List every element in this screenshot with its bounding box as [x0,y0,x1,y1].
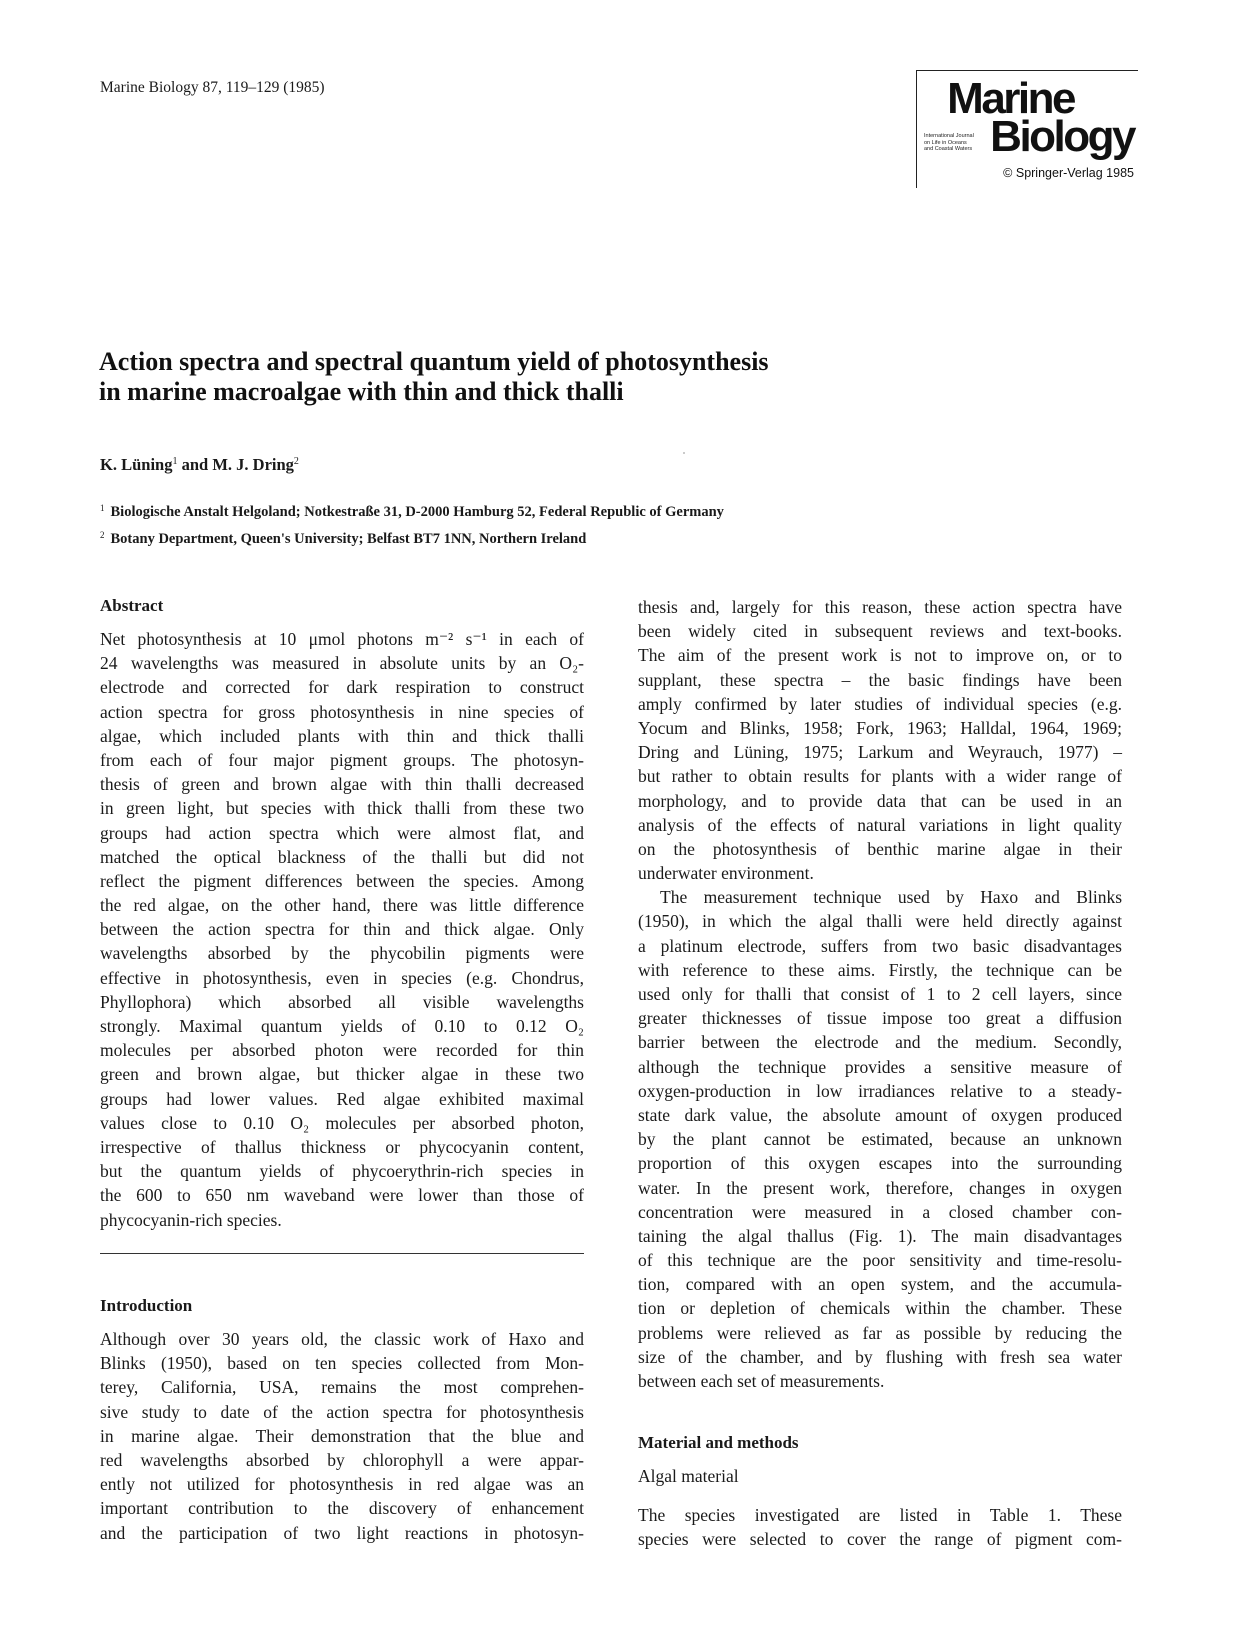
abstract-divider [100,1253,584,1254]
text-line: values close to 0.10 O₂ molecules per absorbed photon, [100,1112,584,1133]
text-line: with reference to these aims. Firstly, the technique can be [638,959,1122,980]
author-conjunction: and [177,455,213,474]
text-line: tion, compared with an open system, and the accumula- [638,1274,1122,1295]
text-line: but rather to obtain results for plants with a wider range of [638,766,1122,787]
text-line: Net photosynthesis at 10 μmol photons m⁻² s⁻¹ in each of [100,629,584,649]
author-affiliation-mark: 2 [293,456,299,467]
text-line: been widely cited in subsequent reviews and text-books. [638,621,1122,642]
text-line: supplant, these spectra – the basic findings have been [638,669,1122,690]
text-line: strongly. Maximal quantum yields of 0.10 to 0.12 O₂ [100,1016,584,1036]
logo-copyright: © Springer-Verlag 1985 [1003,166,1134,180]
text-line: in marine algae. Their demonstration that the blue and [100,1425,584,1446]
text-line: species were selected to cover the range of pigment com- [638,1529,1122,1550]
journal-citation: Marine Biology 87, 119–129 (1985) [100,79,325,96]
affiliation-text: Biologische Anstalt Helgoland; Notkestraße 31, D-2000 Hamburg 52, Federal Republic of Germany [110,504,724,520]
text-line: electrode and corrected for dark respiration to construct [100,677,584,698]
text-line: The measurement technique used by Haxo and Blinks [660,887,1122,908]
text-line: taining the algal thallus (Fig. 1). The main disadvantages [638,1225,1122,1246]
text-line: reflect the pigment differences between the species. Among [100,870,584,891]
author-affiliation-mark: 1 [172,456,178,467]
text-line: tion or depletion of chemicals within the chamber. These [638,1298,1122,1319]
text-line: matched the optical blackness of the thalli but did not [100,846,584,867]
text-line: thesis and, largely for this reason, these action spectra have [638,597,1122,617]
text-line: size of the chamber, and by flushing with fresh sea water [638,1346,1122,1367]
scan-speck [683,452,685,454]
text-line: wavelengths absorbed by the phycobilin pigments were [100,943,584,964]
text-line: thesis of green and brown algae with thin thalli decreased [100,774,584,795]
text-line: the 600 to 650 nm waveband were lower than those of [100,1185,584,1206]
text-line: irrespective of thallus thickness or phycocyanin content, [100,1136,584,1157]
text-line: (1950), in which the algal thalli were held directly against [638,911,1122,932]
text-line: on the photosynthesis of benthic marine algae in their [638,838,1122,859]
text-line: water. In the present work, therefore, changes in oxygen [638,1177,1122,1198]
logo-left-rule [916,70,917,188]
text-line: the red algae, on the other hand, there was little difference [100,895,584,916]
text-line: red wavelengths absorbed by chlorophyll a were appar- [100,1449,584,1470]
text-line: action spectra for gross photosynthesis in nine species of [100,701,584,722]
text-line: groups had action spectra which were almost flat, and [100,822,584,843]
abstract-body [100,627,584,1232]
logo-word-biology: Biology [990,112,1134,161]
text-line: ently not utilized for photosynthesis in red algae was an [100,1474,584,1495]
journal-logo [916,70,1138,188]
logo-subtitle-line: International Journal [924,133,974,139]
text-line: of this technique are the poor sensitivity and time-resolu- [638,1250,1122,1271]
text-line: and the participation of two light reactions in photosyn- [100,1522,584,1543]
title-line: in marine macroalgae with thin and thick thalli [99,377,624,406]
methods-subheading: Algal material [638,1466,739,1486]
text-line: Yocum and Blinks, 1958; Fork, 1963; Halldal, 1964, 1969; [638,717,1122,738]
text-line: between each set of measurements. [638,1371,885,1391]
text-line: amply confirmed by later studies of individual species (e.g. [638,693,1122,714]
text-line: The aim of the present work is not to improve on, or to [638,645,1122,666]
author-list [100,455,299,475]
methods-body [638,1503,1122,1551]
introduction-body-left [100,1327,584,1545]
text-line: terey, California, USA, remains the most comprehen- [100,1377,584,1398]
text-line: underwater environment. [638,863,814,884]
text-line: molecules per absorbed photon were recorded for thin [100,1040,584,1061]
article-title [99,347,919,407]
text-line: a platinum electrode, suffers from two basic disadvantages [638,935,1122,956]
affiliation-number: 2 [100,530,105,540]
text-line: algae, which included plants with thin and thick thalli [100,725,584,746]
text-line: from each of four major pigment groups. The photosyn- [100,749,584,770]
author-name: K. Lüning [100,455,173,474]
affiliation-number: 1 [100,503,105,513]
text-line: greater thicknesses of tissue impose too great a diffusion [638,1008,1122,1029]
text-line: important contribution to the discovery of enhancement [100,1498,584,1519]
text-line: morphology, and to provide data that can be used in an [638,790,1122,811]
author-name: M. J. Dring [212,455,294,474]
title-line: Action spectra and spectral quantum yield of photosynthesis [99,347,769,376]
logo-subtitle-line: on Life in Oceans [924,139,967,146]
logo-subtitle [924,133,986,153]
text-line: Phyllophora) which absorbed all visible wavelengths [100,991,584,1012]
text-line: proportion of this oxygen escapes into the surrounding [638,1153,1122,1174]
logo-subtitle-line: and Coastal Waters [924,146,973,152]
text-line: barrier between the electrode and the medium. Secondly, [638,1032,1122,1053]
text-line: Blinks (1950), based on ten species collected from Mon- [100,1353,584,1374]
affiliation [100,530,586,548]
text-line: by the plant cannot be estimated, because an unknown [638,1129,1122,1150]
text-line: concentration were measured in a closed chamber con- [638,1201,1122,1222]
text-line: state dark value, the absolute amount of oxygen produced [638,1104,1122,1125]
affiliation [100,503,724,521]
text-line: analysis of the effects of natural variations in light quality [638,814,1122,835]
text-line: but the quantum yields of phycoerythrin-rich species in [100,1161,584,1182]
logo-word-marine: Marine [947,74,1074,123]
text-line: problems were relieved as far as possible by reducing the [638,1322,1122,1343]
text-line: oxygen-production in low irradiances relative to a steady- [638,1080,1122,1101]
text-line: in green light, but species with thick thalli from these two [100,798,584,819]
text-line: Dring and Lüning, 1975; Larkum and Weyrauch, 1977) – [638,742,1122,763]
abstract-heading: Abstract [100,596,164,615]
text-line: although the technique provides a sensitive measure of [638,1056,1122,1077]
text-line: The species investigated are listed in Table 1. These [638,1505,1122,1525]
methods-heading: Material and methods [638,1433,799,1452]
text-line: between the action spectra for thin and thick algae. Only [100,919,584,940]
text-line: phycocyanin-rich species. [100,1209,282,1230]
text-line: 24 wavelengths was measured in absolute units by an O₂- [100,653,584,674]
introduction-heading: Introduction [100,1296,193,1315]
text-line: effective in photosynthesis, even in species (e.g. Chondrus, [100,967,584,988]
introduction-body-right [638,595,1122,1393]
text-line: green and brown algae, but thicker algae in these two [100,1064,584,1085]
text-line: sive study to date of the action spectra for photosynthesis [100,1401,584,1422]
logo-top-rule [916,70,1138,71]
text-line: Although over 30 years old, the classic work of Haxo and [100,1329,584,1349]
text-line: used only for thalli that consist of 1 to 2 cell layers, since [638,984,1122,1004]
text-line: groups had lower values. Red algae exhibited maximal [100,1088,584,1109]
affiliation-text: Botany Department, Queen's University; Belfast BT7 1NN, Northern Ireland [110,531,587,547]
